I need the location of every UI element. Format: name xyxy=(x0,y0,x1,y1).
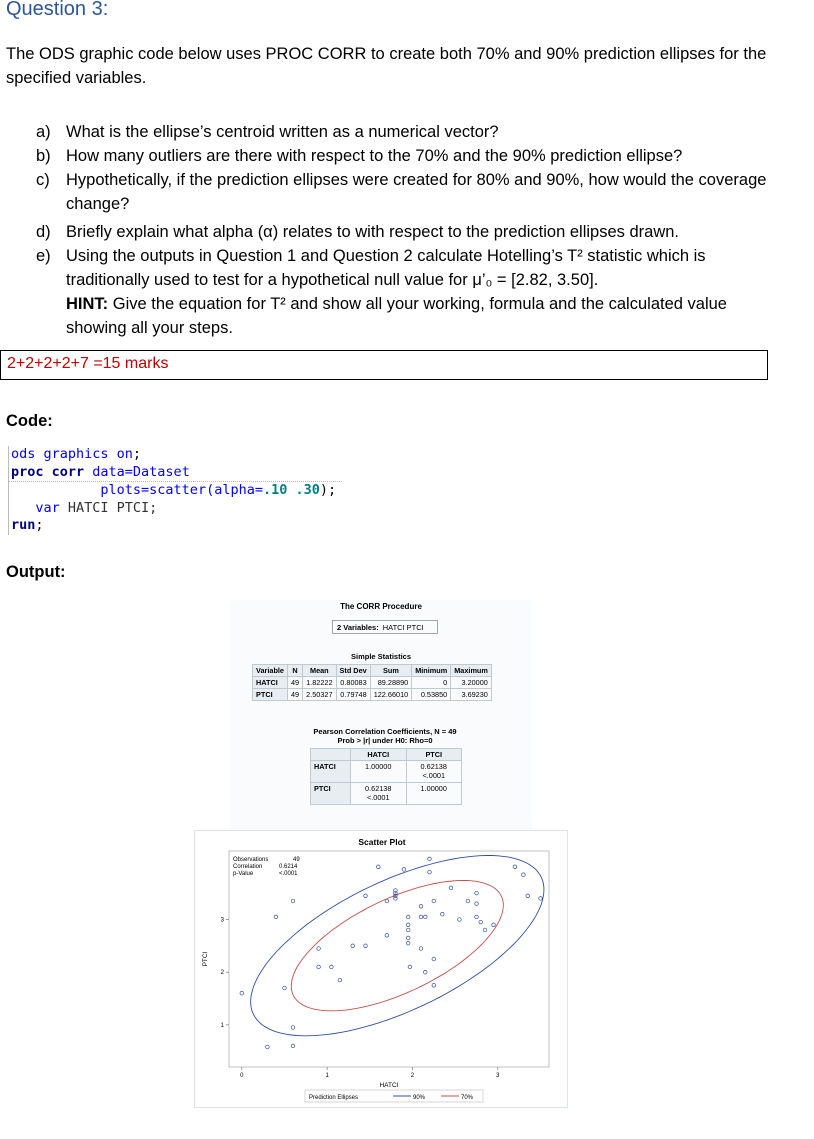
col-header: Maximum xyxy=(451,665,492,677)
data-point xyxy=(394,889,398,893)
data-point xyxy=(522,873,526,877)
legend xyxy=(305,1090,483,1102)
item-text: What is the ellipse’s centroid written as a numerical vector? xyxy=(66,123,499,141)
hint-label: HINT: xyxy=(66,295,109,313)
data-point xyxy=(475,891,479,895)
data-point xyxy=(479,920,483,924)
col-header: Minimum xyxy=(412,665,451,677)
code-keyword: var xyxy=(35,499,60,516)
question-item-b xyxy=(36,144,776,168)
table-cell: 0.80083 xyxy=(336,677,370,689)
item-label: e) xyxy=(36,247,51,265)
data-point xyxy=(406,941,410,945)
code-keyword: run xyxy=(11,517,36,533)
data-point xyxy=(338,978,342,982)
y-tick-label: 3 xyxy=(220,917,224,924)
data-points xyxy=(240,857,542,1049)
data-point xyxy=(419,905,423,909)
table-cell: HATCI xyxy=(311,761,351,783)
code-text: HATCI PTCI; xyxy=(59,499,158,516)
x-axis-label: HATCI xyxy=(379,1082,399,1089)
data-point xyxy=(406,936,410,940)
table-cell: 0.53850 xyxy=(412,689,451,701)
legend-item-70: 70% xyxy=(461,1095,474,1101)
code-line-1 xyxy=(8,446,342,464)
data-point xyxy=(419,915,423,919)
data-point xyxy=(406,928,410,932)
variables-box xyxy=(332,620,438,634)
y-axis-label: PTCI xyxy=(202,951,209,967)
item-label: a) xyxy=(36,123,51,141)
marks-box: 2+2+2+2+7 =15 marks xyxy=(0,350,768,380)
code-number: .30 xyxy=(295,482,320,498)
col-header: Sum xyxy=(370,665,412,677)
data-point xyxy=(441,912,445,916)
table-row xyxy=(253,677,492,689)
table-cell: 0 xyxy=(412,677,451,689)
axis-ticks xyxy=(221,917,500,1079)
y-tick-label: 2 xyxy=(220,970,224,977)
table-cell: 1.82222 xyxy=(303,677,336,689)
code-number: .10 xyxy=(262,482,288,498)
question-item-a xyxy=(36,120,776,144)
item-label: d) xyxy=(36,223,51,241)
code-keyword: proc corr xyxy=(11,463,85,480)
data-point xyxy=(385,899,389,903)
data-point xyxy=(539,897,543,901)
col-header: HATCI xyxy=(351,749,407,761)
question-title: Question 3: xyxy=(6,0,109,20)
item-text: How many outliers are there with respect to the 70% and the 90% prediction ellipse? xyxy=(66,147,683,165)
item-text: Hypothetically, if the prediction ellipses were created for 80% and 90%, how would the coverage change? xyxy=(66,171,767,213)
code-line-3 xyxy=(8,482,342,500)
table-row xyxy=(311,761,462,783)
prediction-ellipses xyxy=(251,856,544,1036)
corr-value: 1.00000 xyxy=(365,762,392,771)
pearson-table xyxy=(310,748,462,805)
item-text: Briefly explain what alpha (α) relates to with respect to the prediction ellipses drawn. xyxy=(66,223,680,241)
question-intro: The ODS graphic code below uses PROC CORR to create both 70% and 90% prediction ellipses for the specified variables. xyxy=(6,45,767,87)
question-item-e xyxy=(36,244,776,340)
inset-observations-label: Observations xyxy=(233,857,269,863)
item-label: c) xyxy=(36,171,50,189)
data-point xyxy=(432,984,436,988)
code-heading: Code: xyxy=(6,412,53,430)
data-point xyxy=(408,965,412,969)
question-item-d xyxy=(36,220,776,244)
inset-correlation-label: Correlation xyxy=(233,864,263,870)
scatter-plot-panel xyxy=(194,830,568,1108)
code-keyword: ods graphics on xyxy=(11,446,133,462)
stats-inset xyxy=(233,857,300,877)
data-point xyxy=(424,970,428,974)
data-point xyxy=(406,923,410,927)
sas-output-panel xyxy=(230,600,532,832)
hint-text: Give the equation for T² and show all your working, formula and the calculated value showing all your steps. xyxy=(66,295,727,337)
code-line-5 xyxy=(8,517,342,535)
data-point xyxy=(385,934,389,938)
item-text xyxy=(66,244,776,340)
scatter-plot xyxy=(195,831,569,1109)
col-header: Variable xyxy=(253,665,288,677)
data-point xyxy=(513,865,517,869)
pearson-title xyxy=(310,727,460,745)
question-item-c xyxy=(36,168,776,216)
data-point xyxy=(475,902,479,906)
table-cell: 3.20000 xyxy=(451,677,492,689)
x-tick-label: 0 xyxy=(240,1073,244,1079)
table-row xyxy=(311,783,462,805)
table-cell: 49 xyxy=(288,689,303,701)
data-point xyxy=(283,986,287,990)
code-text: plots=scatter(alpha= xyxy=(100,482,263,498)
code-text: data=Dataset xyxy=(84,463,190,480)
corr-value: 1.00000 xyxy=(420,784,447,793)
table-header-row xyxy=(253,665,492,677)
table-cell: 122.66010 xyxy=(370,689,412,701)
code-text: ; xyxy=(132,446,142,462)
table-cell xyxy=(406,783,462,805)
table-cell: HATCI xyxy=(253,677,288,689)
p-value: <.0001 xyxy=(366,793,390,802)
data-point xyxy=(317,947,321,951)
data-point xyxy=(274,915,278,919)
plot-area xyxy=(229,851,549,1067)
simple-stats-title: Simple Statistics xyxy=(350,652,412,661)
question-list xyxy=(36,120,776,340)
data-point xyxy=(428,857,432,861)
code-text: ; xyxy=(35,517,44,533)
x-tick-label: 3 xyxy=(496,1073,500,1079)
code-line-4 xyxy=(8,500,342,518)
variable-name: PTCI xyxy=(406,622,424,632)
data-point xyxy=(291,899,295,903)
simple-stats-table xyxy=(252,664,492,701)
plot-title: Scatter Plot xyxy=(358,837,406,847)
output-heading: Output: xyxy=(6,563,66,581)
data-point xyxy=(492,923,496,927)
data-point xyxy=(317,965,321,969)
data-point xyxy=(291,1026,295,1030)
table-cell xyxy=(351,783,407,805)
item-label: b) xyxy=(36,147,51,165)
data-point xyxy=(432,957,436,961)
y-tick-label: 1 xyxy=(220,1022,224,1029)
table-cell: 0.79748 xyxy=(336,689,370,701)
code-line-2 xyxy=(8,464,342,483)
inset-pvalue-value: <.0001 xyxy=(279,871,298,877)
prediction-ellipse-70 xyxy=(291,881,503,1011)
col-header xyxy=(311,749,351,761)
inset-observations-value: 49 xyxy=(293,857,300,863)
data-point xyxy=(351,944,355,948)
data-point xyxy=(364,894,368,898)
data-point xyxy=(449,886,453,890)
data-point xyxy=(458,918,462,922)
prediction-ellipse-90 xyxy=(251,856,544,1036)
hint xyxy=(66,295,727,337)
data-point xyxy=(266,1045,270,1049)
table-cell xyxy=(406,761,462,783)
data-point xyxy=(377,865,381,869)
data-point xyxy=(432,899,436,903)
col-header: PTCI xyxy=(406,749,462,761)
legend-title: Prediction Ellipses xyxy=(309,1095,359,1101)
legend-item-90: 90% xyxy=(413,1095,426,1101)
data-point xyxy=(291,1044,295,1048)
table-header-row xyxy=(311,749,462,761)
data-point xyxy=(330,965,334,969)
data-point xyxy=(466,899,470,903)
data-point xyxy=(402,868,406,872)
variables-label: 2 Variables: xyxy=(337,622,379,632)
corr-value: 0.62138 xyxy=(420,762,447,771)
corr-value: 0.62138 xyxy=(365,784,392,793)
data-point xyxy=(475,915,479,919)
data-point xyxy=(526,894,530,898)
table-cell: PTCI xyxy=(311,783,351,805)
col-header: Std Dev xyxy=(336,665,370,677)
data-point xyxy=(428,870,432,874)
variable-name: HATCI xyxy=(382,622,405,632)
table-cell: 49 xyxy=(288,677,303,689)
x-tick-label: 1 xyxy=(325,1073,329,1079)
inset-pvalue-label: p-Value xyxy=(233,871,254,877)
p-value: <.0001 xyxy=(422,771,446,780)
data-point xyxy=(419,947,423,951)
data-point xyxy=(364,944,368,948)
pearson-title-2: Prob > |r| under H0: Rho=0 xyxy=(337,736,433,745)
data-point xyxy=(483,928,487,932)
table-cell xyxy=(351,761,407,783)
x-tick-label: 2 xyxy=(410,1073,415,1079)
pearson-title-1: Pearson Correlation Coefficients, N = 49 xyxy=(313,727,457,736)
table-row xyxy=(253,689,492,701)
col-header: Mean xyxy=(303,665,336,677)
table-cell: 2.50327 xyxy=(303,689,336,701)
data-point xyxy=(424,915,428,919)
data-point xyxy=(406,915,410,919)
procedure-title: The CORR Procedure xyxy=(340,602,422,611)
data-point xyxy=(240,991,244,995)
code-block xyxy=(8,446,342,535)
table-cell: PTCI xyxy=(253,689,288,701)
code-text: ); xyxy=(319,482,337,498)
item-e-text: Using the outputs in Question 1 and Question 2 calculate Hotelling’s T² statistic which is traditionally used to test for a hypothetical null value for μ’₀ = [2.82, 3.50]. xyxy=(66,247,706,289)
table-cell: 89.28890 xyxy=(370,677,412,689)
inset-correlation-value: 0.6214 xyxy=(279,864,298,870)
table-cell: 3.69230 xyxy=(451,689,492,701)
col-header: N xyxy=(288,665,303,677)
